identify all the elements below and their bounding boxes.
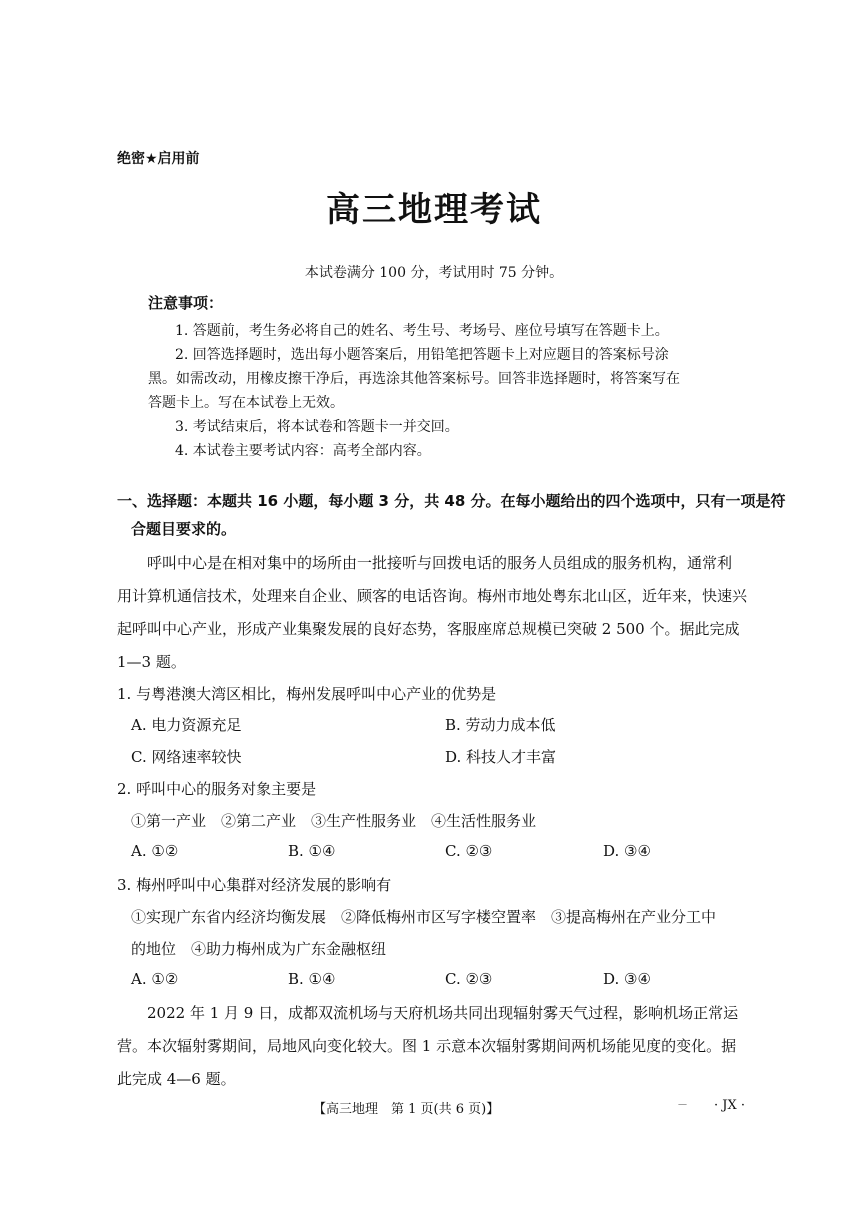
question-1-stem: 1. 与粤港澳大湾区相比，梅州发展呼叫中心产业的优势是 [117,685,497,703]
question-3-option-b: B. ①④ [288,970,336,988]
page-title: 高三地理考试 [326,190,542,230]
notice-item-2-line-2: 黑。如需改动，用橡皮擦干净后，再选涂其他答案标号。回答非选择题时，将答案写在 [148,371,680,387]
notice-heading: 注意事项： [148,294,224,312]
notice-item-2-line-1: 2. 回答选择题时，选出每小题答案后，用铅笔把答题卡上对应题目的答案标号涂 [175,347,669,363]
question-2-option-a: A. ①② [131,842,179,860]
question-1-option-b: B. 劳动力成本低 [445,716,556,734]
question-1-option-c: C. 网络速率较快 [131,748,242,766]
section-heading-line-2: 合题目要求的。 [131,520,237,538]
question-2-option-c: C. ②③ [445,842,493,860]
question-3-items-line-2: 的地位 ④助力梅州成为广东金融枢纽 [131,940,387,958]
notice-item-4: 4. 本试卷主要考试内容：高考全部内容。 [175,443,431,459]
question-1-option-d: D. 科技人才丰富 [445,748,557,766]
passage-1-line-3: 起呼叫中心产业，形成产业集聚发展的良好态势，客服座席总规模已突破 2 500 个。据此完成 [117,620,740,638]
passage-2-line-1: 2022 年 1 月 9 日，成都双流机场与天府机场共同出现辐射雾天气过程，影响机场正常运 [147,1004,739,1022]
section-heading-line-1: 一、选择题：本题共 16 小题，每小题 3 分，共 48 分。在每小题给出的四个选项中，只有一项是符 [117,492,786,510]
passage-2-line-2: 营。本次辐射雾期间，局地风向变化较大。图 1 示意本次辐射雾期间两机场能见度的变化。据 [117,1037,737,1055]
score-line: 本试卷满分 100 分，考试用时 75 分钟。 [304,265,564,281]
question-3-option-a: A. ①② [131,970,179,988]
notice-item-3: 3. 考试结束后，将本试卷和答题卡一并交回。 [175,419,459,435]
question-2-stem: 2. 呼叫中心的服务对象主要是 [117,780,317,798]
question-3-items-line-1: ①实现广东省内经济均衡发展 ②降低梅州市区写字楼空置率 ③提高梅州在产业分工中 [131,908,717,926]
page-footer-label: 【高三地理 第 1 页(共 6 页)】 [313,1102,500,1117]
passage-1-line-4: 1—3 题。 [117,653,186,671]
notice-item-1: 1. 答题前，考生务必将自己的姓名、考生号、考场号、座位号填写在答题卡上。 [175,323,669,339]
question-2-option-d: D. ③④ [603,842,651,860]
question-3-stem: 3. 梅州呼叫中心集群对经济发展的影响有 [117,876,392,894]
secret-mark: 绝密★启用前 [117,151,200,167]
passage-1-line-1: 呼叫中心是在相对集中的场所由一批接听与回拨电话的服务人员组成的服务机构，通常利 [147,554,733,572]
notice-item-2-line-3: 答题卡上。写在本试卷上无效。 [148,395,344,411]
question-3-option-c: C. ②③ [445,970,493,988]
footer-dash: — [678,1100,687,1110]
question-2-items: ①第一产业 ②第二产业 ③生产性服务业 ④生活性服务业 [131,812,537,830]
question-3-option-d: D. ③④ [603,970,651,988]
passage-2-line-3: 此完成 4—6 题。 [117,1070,236,1088]
question-1-option-a: A. 电力资源充足 [131,716,242,734]
question-2-option-b: B. ①④ [288,842,336,860]
footer-code: · JX · [714,1098,745,1113]
passage-1-line-2: 用计算机通信技术，处理来自企业、顾客的电话咨询。梅州市地处粤东北山区，近年来，快速兴 [117,587,748,605]
